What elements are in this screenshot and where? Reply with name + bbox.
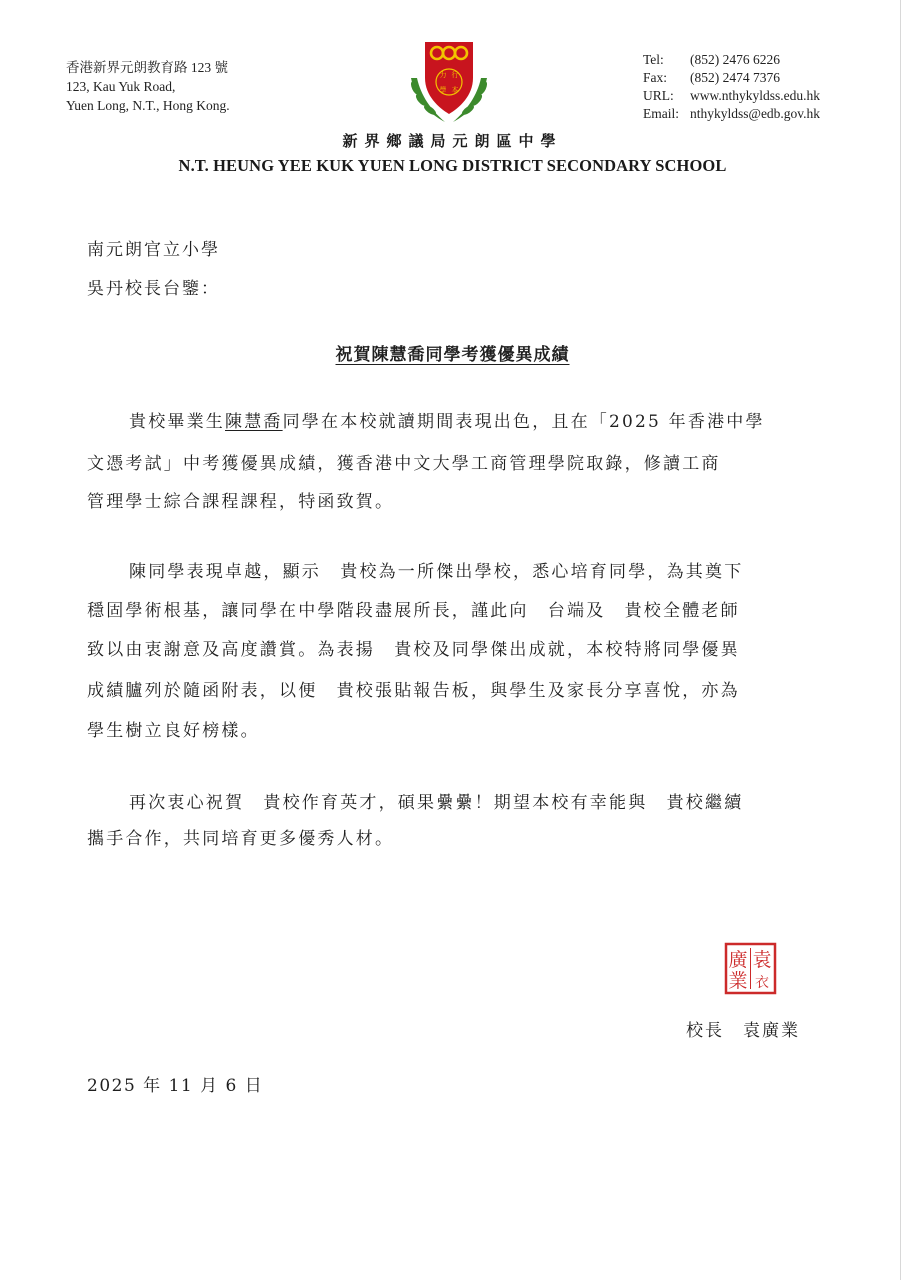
svg-text:袁: 袁 [752,949,772,971]
page-edge [900,0,901,1280]
school-name-zh: 新界鄉議局元朗區中學 [342,132,563,150]
body-line: 致以由衷謝意及高度讚賞。為表揚 貴校及同學傑出成就，本校特將同學優異 [87,640,740,660]
svg-text:廣: 廣 [728,949,748,971]
recipient-salutation: 吳丹校長台鑒： [87,279,220,299]
letter-date: 2025 年 11 月 6 日 [87,1076,264,1096]
body-line: 成績臚列於隨函附表，以便 貴校張貼報告板，與學生及家長分享喜悅，亦為 [87,681,740,701]
svg-text:本: 本 [451,86,459,94]
svg-text:力: 力 [439,71,447,79]
recipient-school: 南元朗官立小學 [87,240,220,260]
school-crest-logo [405,38,493,128]
school-name-en: N.T. HEUNG YEE KUK YUEN LONG DISTRICT SECONDARY SCHOOL [178,156,727,175]
school-contact [643,51,820,123]
body-line: 再次衷心祝賀 貴校作育英才，碩果纍纍！期望本校有幸能與 貴校繼續 [129,793,744,813]
body-line: 管理學士綜合課程課程，特函致賀。 [87,492,395,512]
svg-text:學: 學 [439,86,447,94]
contact-fax: Fax: (852) 2474 7376 [643,70,780,85]
svg-text:業: 業 [728,970,748,992]
body-line: 穩固學術根基，讓同學在中學階段盡展所長，謹此向 台端及 貴校全體老師 [87,601,740,621]
svg-text:行: 行 [451,71,459,79]
address-en-line-2: Yuen Long, N.T., Hong Kong. [66,98,230,113]
student-name: 陳慧喬 [225,412,283,432]
contact-url: URL: www.nthykyldss.edu.hk [643,88,820,103]
contact-tel: Tel: (852) 2476 6226 [643,52,780,67]
body-line: 文憑考試」中考獲優異成績，獲香港中文大學工商管理學院取錄，修讀工商 [87,454,721,474]
body-line: 陳同學表現卓越，顯示 貴校為一所傑出學校，悉心培育同學，為其奠下 [129,562,744,582]
svg-text:衣: 衣 [755,975,769,991]
address-en-line-1: 123, Kau Yuk Road, [66,79,176,94]
body-line: 學生樹立良好榜樣。 [87,721,260,741]
body-line: 攜手合作，共同培育更多優秀人材。 [87,829,395,849]
principal-seal-stamp [724,942,777,995]
school-address [66,58,230,115]
contact-email: Email: nthykyldss@edb.gov.hk [643,106,821,121]
principal-signature: 校長 袁廣業 [686,1021,800,1041]
address-zh: 香港新界元朗教育路 123 號 [66,60,228,75]
letter-subject: 祝賀陳慧喬同學考獲優異成績 [335,345,570,365]
body-line: 貴校畢業生陳慧喬同學在本校就讀期間表現出色，且在「2025 年香港中學 [129,412,765,432]
